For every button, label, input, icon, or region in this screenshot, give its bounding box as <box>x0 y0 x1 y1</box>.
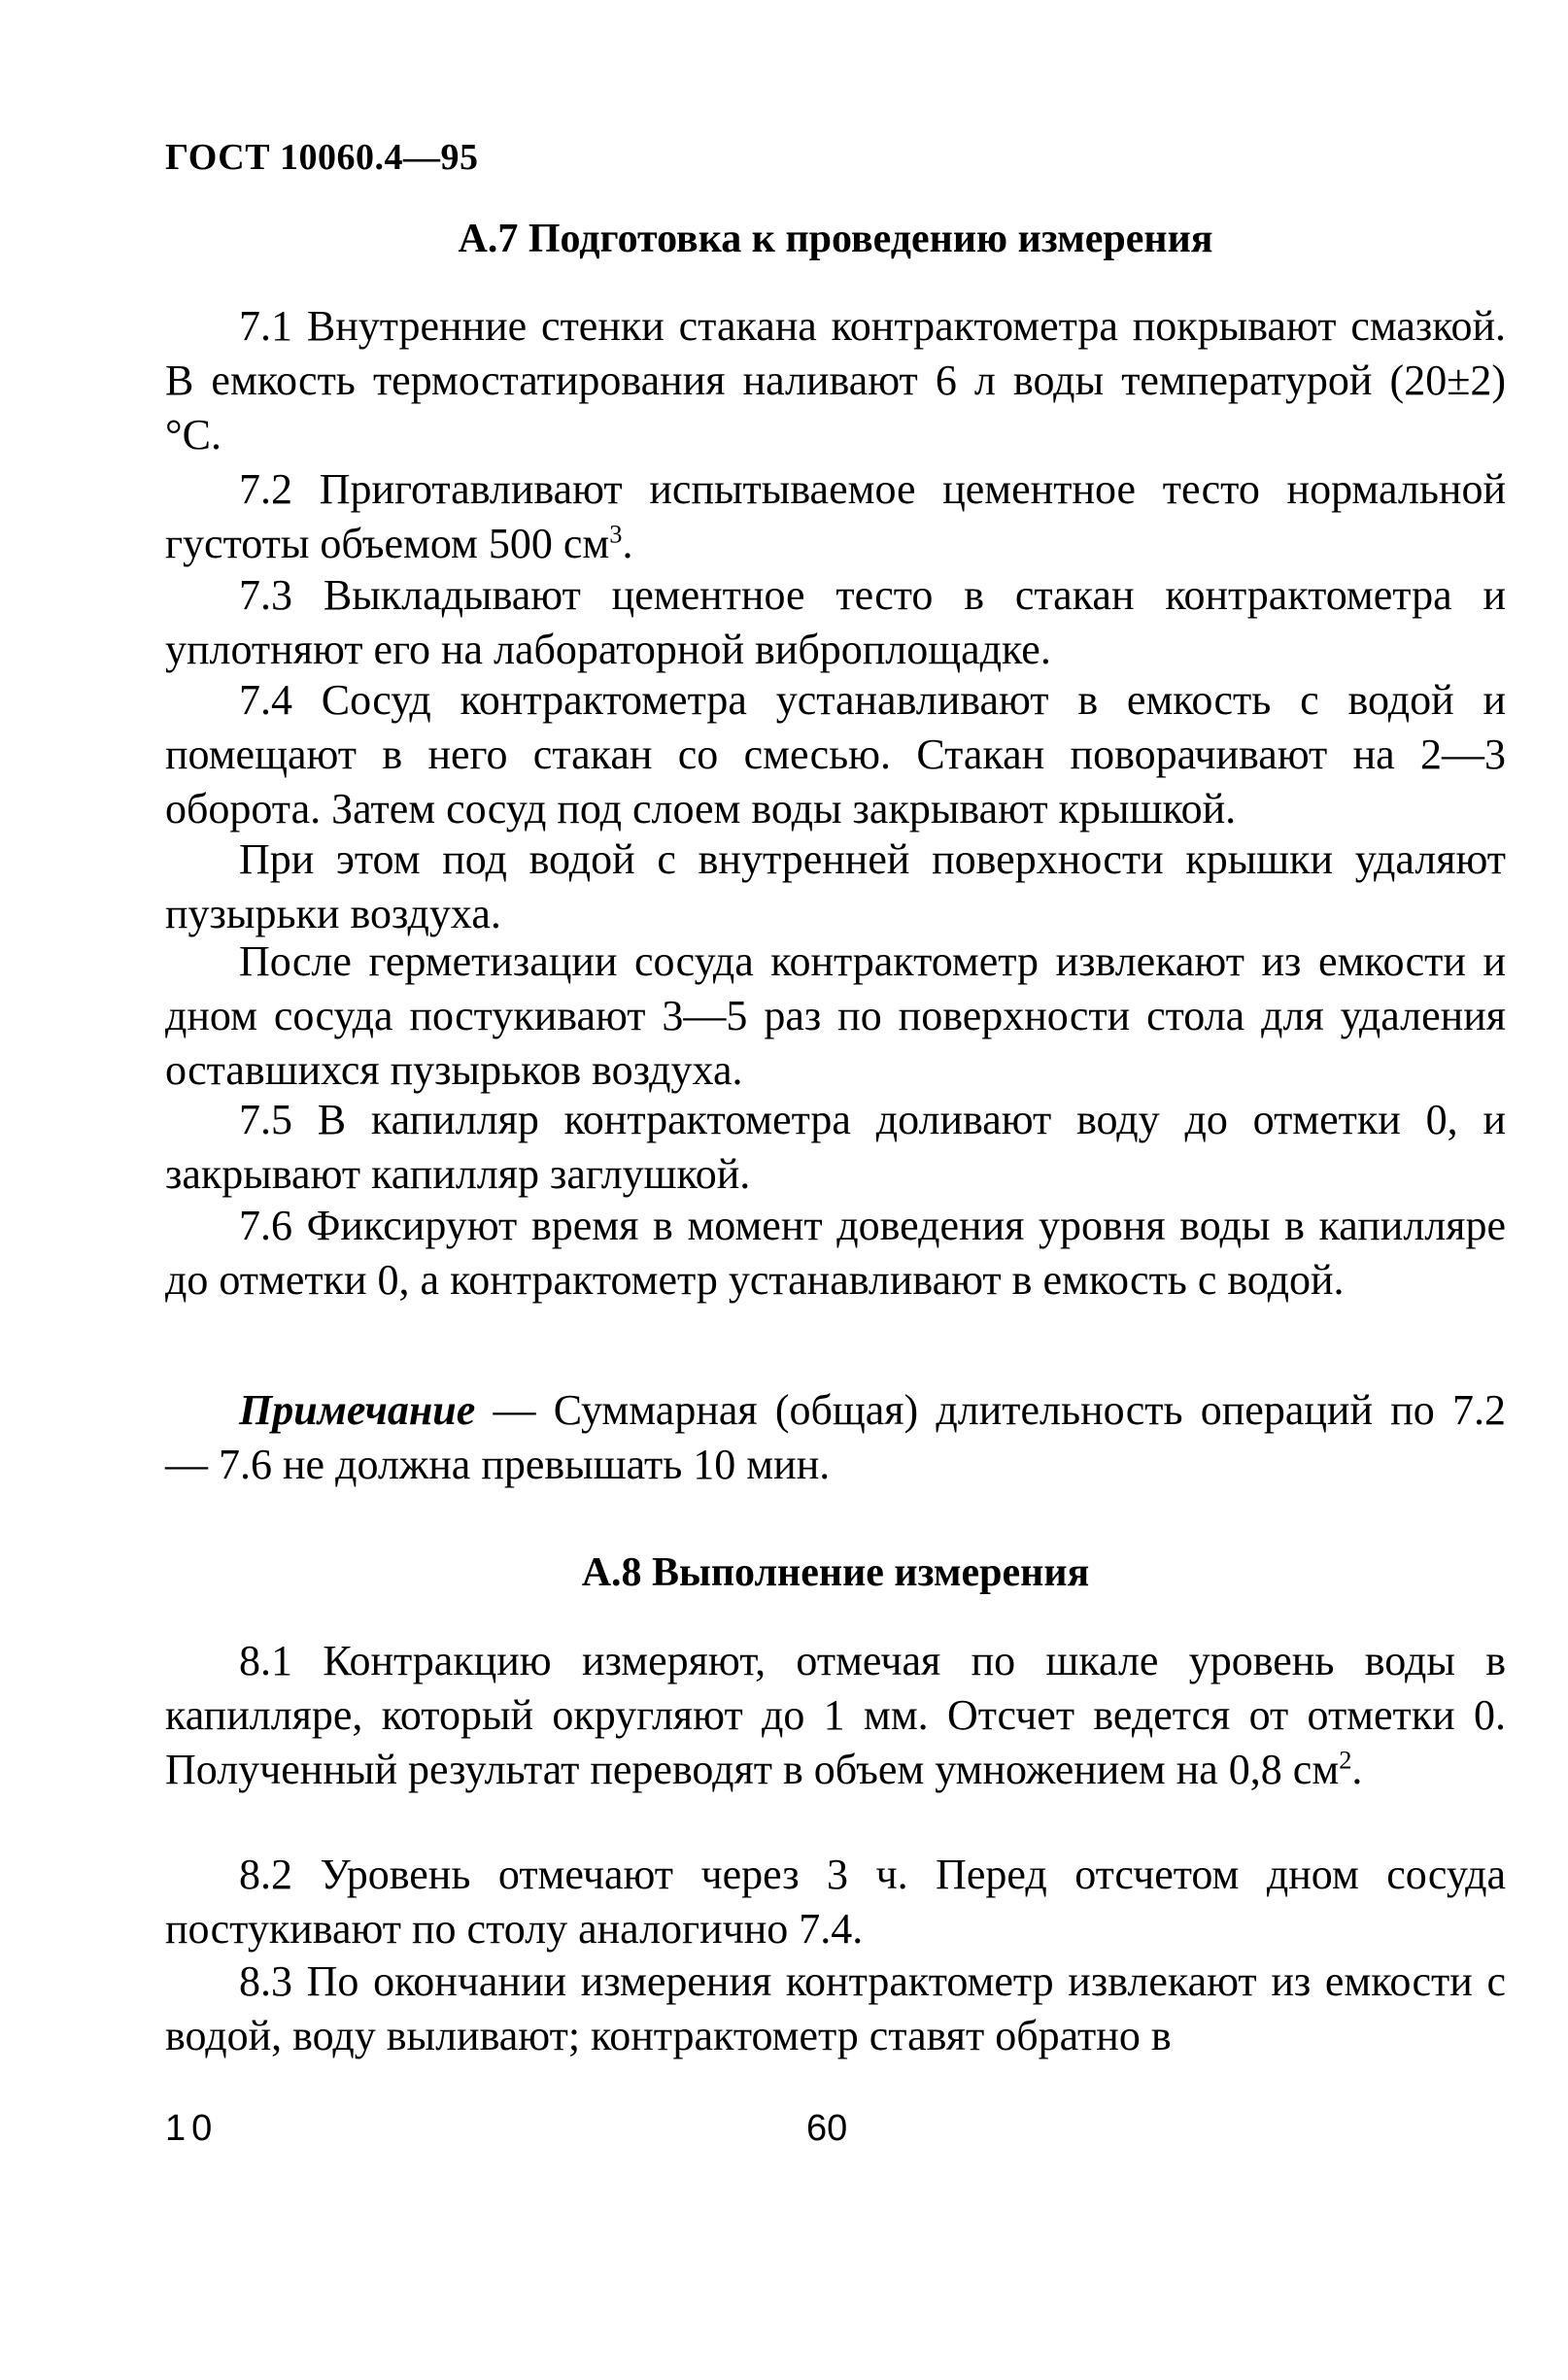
footer-center-mark: 60 <box>806 2108 848 2149</box>
page-number: 10 <box>165 2108 219 2149</box>
note <box>165 1383 1506 1492</box>
paragraph-7-2-end: . <box>622 520 633 567</box>
superscript-square: 2 <box>1339 1745 1352 1775</box>
paragraph-8-1-text: 8.1 Контракцию измеряют, отмечая по шкале уровень воды в капилляре, который округляют до 1 мм. Отсчет ведется от отметки 0. Полученный результат переводят в объем умножением на 0,8 см <box>165 1637 1506 1793</box>
paragraph-7-2-text: 7.2 Приготавливают испытываемое цементное тесто нормальной густоты объемом 500 см <box>165 465 1506 567</box>
document-code: ГОСТ 10060.4—95 <box>165 137 479 178</box>
superscript-cube: 3 <box>609 519 623 549</box>
paragraph-8-1 <box>165 1634 1506 1797</box>
paragraph-7-6: 7.6 Фиксируют время в момент доведения уровня воды в капилляре до отметки 0, а контрактометр устанавливают в емкость с водой. <box>165 1202 1506 1304</box>
paragraph-7-4: 7.4 Сосуд контрактометра устанавливают в емкость с водой и помещают в него стакан со смесью. Стакан поворачивают на 2—3 оборота. Затем сосуд под слоем воды закрывают крышкой. <box>165 676 1506 833</box>
paragraph-8-2: 8.2 Уровень отмечают через 3 ч. Перед отсчетом дном сосуда постукивают по столу аналогично 7.4. <box>165 1851 1506 1953</box>
paragraph-7-4-continued-1: При этом под водой с внутренней поверхности крышки удаляют пузырьки воздуха. <box>165 835 1506 937</box>
section-a7-title: А.7 Подготовка к проведению измерения <box>458 217 1213 261</box>
paragraph-7-3: 7.3 Выкладывают цементное тесто в стакан контрактометра и уплотняют его на лабораторной виброплощадке. <box>165 571 1506 673</box>
paragraph-7-1: 7.1 Внутренние стенки стакана контрактометра покрывают смазкой. В емкость термостатирования наливают 6 л воды температурой (20±2) °С. <box>165 302 1506 459</box>
paragraph-8-3: 8.3 По окончании измерения контрактометр извлекают из емкости с водой, воду выливают; контрактометр ставят обратно в <box>165 1957 1506 2059</box>
paragraph-7-4-continued-2: После герметизации сосуда контрактометр извлекают из емкости и дном сосуда постукивают 3—5 раз по поверхности стола для удаления оставшихся пузырьков воздуха. <box>165 937 1506 1094</box>
paragraph-7-5: 7.5 В капилляр контрактометра доливают воду до отметки 0, и закрывают капилляр заглушкой. <box>165 1096 1506 1198</box>
paragraph-7-2 <box>165 462 1506 571</box>
section-a8-title: А.8 Выполнение измерения <box>581 1550 1090 1595</box>
note-label: Примечание <box>239 1386 476 1434</box>
document-page <box>165 0 1506 2380</box>
paragraph-8-1-end: . <box>1351 1746 1363 1793</box>
note-text: — Суммарная (общая) длительность операций по 7.2 — 7.6 не должна превышать 10 мин. <box>165 1386 1506 1488</box>
